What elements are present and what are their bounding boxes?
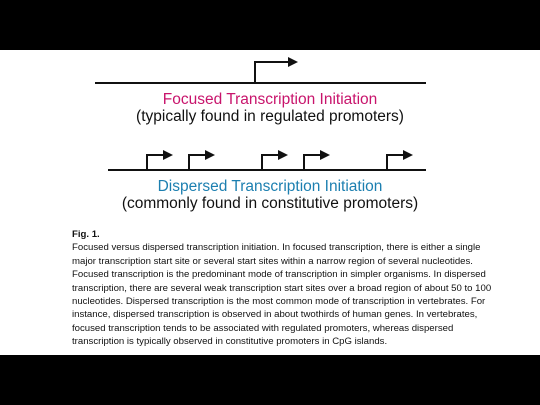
focused-subtitle: (typically found in regulated promoters) <box>136 108 404 125</box>
focused-title: Focused Transcription Initiation <box>162 91 378 108</box>
dispersed-start-site-arrow <box>262 155 286 170</box>
dispersed-title: Dispersed Transcription Initiation <box>157 178 383 195</box>
focused-start-site-arrow <box>255 62 296 83</box>
caption-label: Fig. 1. <box>72 229 100 240</box>
dispersed-subtitle: (commonly found in constitutive promoters) <box>121 195 419 212</box>
dispersed-start-site-arrow <box>189 155 213 170</box>
dispersed-start-site-arrow <box>387 155 411 170</box>
slide <box>0 50 540 355</box>
caption-text: Focused versus dispersed transcription initiation. In focused transcription, there is either a single major transcription start site or several start sites within a narrow region of several nucleotides. Focused transcription is the predominant mode of transcription in simpler organisms. In dispersed transcription, there are several weak transcription start sites over a broad region of about 50 to 100 nucleotides. Dispersed transcription is the most common mode of transcription in vertebrates. For instance, dispersed transcription is observed in about twothirds of human genes. In vertebrates, focused transcription tends to be associated with regulated promoters, whereas dispersed transcription is typically observed in constitutive promoters in CpG islands. <box>72 242 492 348</box>
dispersed-start-site-arrow <box>147 155 171 170</box>
dispersed-start-site-arrow <box>304 155 328 170</box>
figure-caption <box>72 228 492 349</box>
